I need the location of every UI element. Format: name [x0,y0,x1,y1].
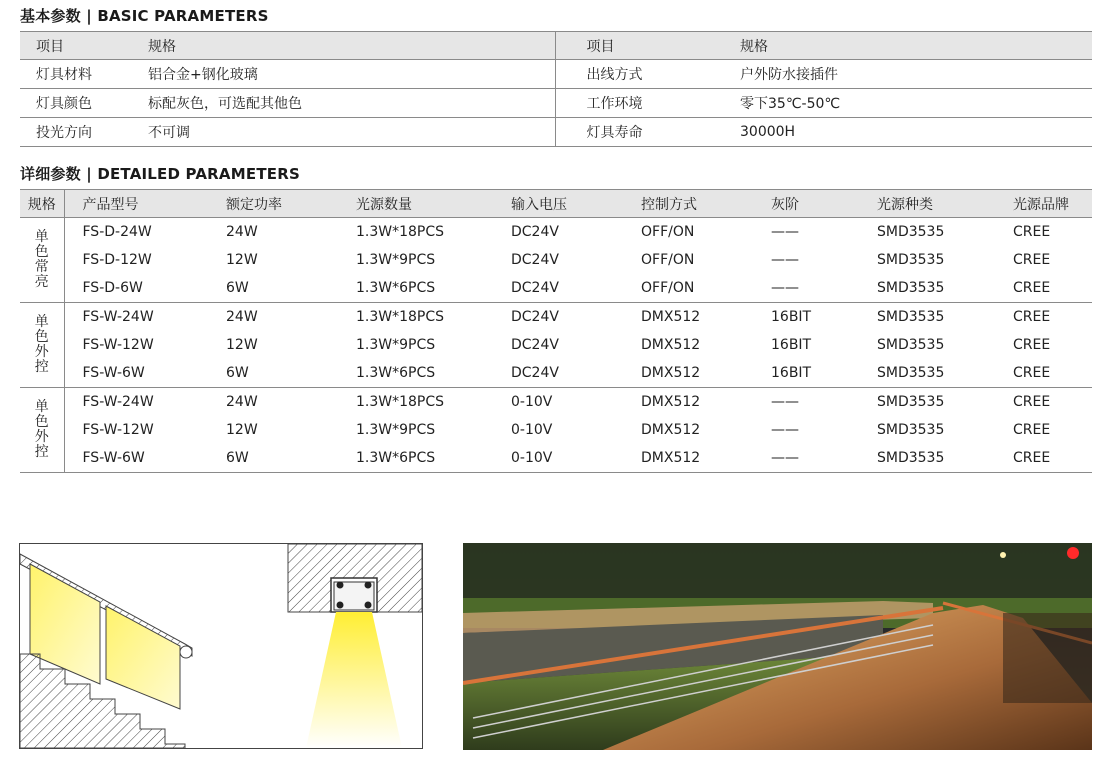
detail-cell-led-brand: CREE [995,274,1092,303]
detail-cell-grayscale: 16BIT [753,359,859,388]
detail-cell-voltage: DC24V [493,274,623,303]
detail-cell-voltage: DC24V [511,337,559,353]
detail-cell-power: 12W [226,337,258,353]
basic-cell: 出线方式 [555,60,736,89]
detail-cell-power: 24W [226,309,258,325]
basic-header-item: 项目 [20,32,144,60]
detail-cell-led-brand: CREE [995,444,1092,473]
detail-cell-led-type: SMD3535 [877,309,945,325]
detail-cell-led-type: SMD3535 [859,274,995,303]
detail-cell-control: DMX512 [623,444,753,473]
detail-cell-power: 6W [208,359,338,388]
detail-cell-led-brand: CREE [1013,224,1051,240]
detail-cell-model: FS-W-6W [64,444,208,473]
detail-cell-power: 12W [226,422,258,438]
detail-header-spec: 规格 [20,190,64,218]
detail-cell-control: DMX512 [623,359,753,388]
detail-row [20,331,1092,359]
detail-cell-led-type: SMD3535 [859,444,995,473]
detail-cell-power: 24W [226,224,258,240]
detail-cell-grayscale: —— [753,444,859,473]
basic-row [20,89,1092,118]
basic-cell: 户外防水接插件 [736,60,1092,89]
detail-cell-grayscale: —— [771,224,799,240]
detail-header-led-count: 光源数量 [338,190,493,218]
basic-cell: 铝合金+钢化玻璃 [144,60,555,89]
basic-cell: 工作环境 [555,89,736,118]
detail-cell-voltage: DC24V [493,359,623,388]
detail-cell-voltage: 0-10V [511,394,553,410]
basic-row [20,118,1092,147]
basic-header-row [20,32,1092,60]
detail-header-model: 产品型号 [64,190,208,218]
detail-cell-voltage: DC24V [511,224,559,240]
detail-row [20,444,1092,473]
detail-cell-voltage: DC24V [511,309,559,325]
detail-cell-control: DMX512 [641,337,701,353]
detail-group-label [20,218,64,303]
detail-cell-control: DMX512 [641,394,701,410]
basic-parameters-table [20,31,1092,147]
basic-row [20,60,1092,89]
detail-cell-control: OFF/ON [641,252,695,268]
detail-cell-grayscale: 16BIT [771,309,812,325]
detail-cell-led-type: SMD3535 [877,394,945,410]
detail-row [20,274,1092,303]
detail-cell-power: 6W [208,274,338,303]
basic-header-spec: 规格 [144,32,555,60]
detail-cell-led-type: SMD3535 [877,252,945,268]
stair-lighting-diagram [19,543,423,749]
detail-cell-led-count: 1.3W*18PCS [356,309,445,325]
detail-header-power: 额定功率 [208,190,338,218]
detail-cell-led-brand: CREE [1013,252,1051,268]
detail-group-label-text: 单色常亮 [34,229,49,290]
detail-cell-control: DMX512 [641,422,701,438]
detail-cell-voltage: 0-10V [511,422,553,438]
detail-cell-grayscale: 16BIT [771,337,812,353]
detail-cell-model: FS-D-6W [64,274,208,303]
detail-cell-led-brand: CREE [1013,309,1051,325]
stair-lighting-drawing [20,544,422,748]
detail-cell-model: FS-W-12W [82,337,154,353]
detailed-parameters-title: 详细参数 | DETAILED PARAMETERS [20,165,300,183]
detail-row [20,218,1092,247]
basic-header-spec: 规格 [736,32,1092,60]
detail-cell-led-count: 1.3W*9PCS [356,252,436,268]
detail-cell-voltage: 0-10V [493,444,623,473]
detail-cell-grayscale: —— [771,394,799,410]
detail-cell-led-brand: CREE [1013,337,1051,353]
detail-row [20,246,1092,274]
basic-cell: 标配灰色，可选配其他色 [144,89,555,118]
detail-cell-model: FS-D-24W [82,224,152,240]
basic-parameters-title: 基本参数 | BASIC PARAMETERS [20,7,269,25]
detail-cell-control: OFF/ON [641,224,695,240]
detail-cell-model: FS-D-12W [82,252,152,268]
basic-header-item: 项目 [555,32,736,60]
detail-group-label [20,303,64,388]
boardwalk-night-photo [463,543,1092,750]
detail-cell-control: DMX512 [641,309,701,325]
detail-row [20,416,1092,444]
detailed-parameters-table [20,189,1092,473]
boardwalk-photo-drawing [463,543,1092,750]
detail-cell-led-type: SMD3535 [877,422,945,438]
detail-header-voltage: 输入电压 [493,190,623,218]
detail-cell-led-brand: CREE [1013,394,1051,410]
detail-cell-power: 6W [208,444,338,473]
detail-cell-led-count: 1.3W*6PCS [338,444,493,473]
basic-cell: 不可调 [144,118,555,147]
basic-cell: 零下35℃-50℃ [736,89,1092,118]
detail-group-label-text: 单色外控 [34,399,49,460]
detail-cell-control: OFF/ON [623,274,753,303]
detail-cell-led-count: 1.3W*18PCS [356,224,445,240]
basic-cell: 30000H [736,118,1092,147]
basic-cell: 灯具寿命 [555,118,736,147]
detail-cell-grayscale: —— [771,422,799,438]
detail-row [20,388,1092,417]
detail-cell-led-type: SMD3535 [877,337,945,353]
detail-cell-power: 24W [226,394,258,410]
detail-cell-led-count: 1.3W*6PCS [338,274,493,303]
detail-header-control: 控制方式 [623,190,753,218]
detail-cell-power: 12W [226,252,258,268]
detail-row [20,359,1092,388]
basic-cell: 灯具颜色 [20,89,144,118]
detail-group-label [20,388,64,473]
detail-cell-led-type: SMD3535 [859,359,995,388]
detail-header-row [20,190,1092,218]
detail-cell-model: FS-W-12W [82,422,154,438]
detail-cell-led-type: SMD3535 [877,224,945,240]
detail-cell-grayscale: —— [771,252,799,268]
detail-cell-led-brand: CREE [995,359,1092,388]
basic-cell: 投光方向 [20,118,144,147]
detail-header-grayscale: 灰阶 [753,190,859,218]
detail-cell-model: FS-W-6W [64,359,208,388]
detail-cell-model: FS-W-24W [82,394,154,410]
detail-cell-led-count: 1.3W*9PCS [356,337,436,353]
detail-cell-voltage: DC24V [511,252,559,268]
detail-cell-led-brand: CREE [1013,422,1051,438]
detail-row [20,303,1092,332]
detail-header-led-brand: 光源品牌 [995,190,1092,218]
detail-cell-led-count: 1.3W*18PCS [356,394,445,410]
detail-cell-led-count: 1.3W*9PCS [356,422,436,438]
detail-cell-model: FS-W-24W [82,309,154,325]
basic-cell: 灯具材料 [20,60,144,89]
detail-group-label-text: 单色外控 [34,314,49,375]
detail-header-led-type: 光源种类 [859,190,995,218]
detail-cell-led-count: 1.3W*6PCS [338,359,493,388]
detail-cell-grayscale: —— [753,274,859,303]
